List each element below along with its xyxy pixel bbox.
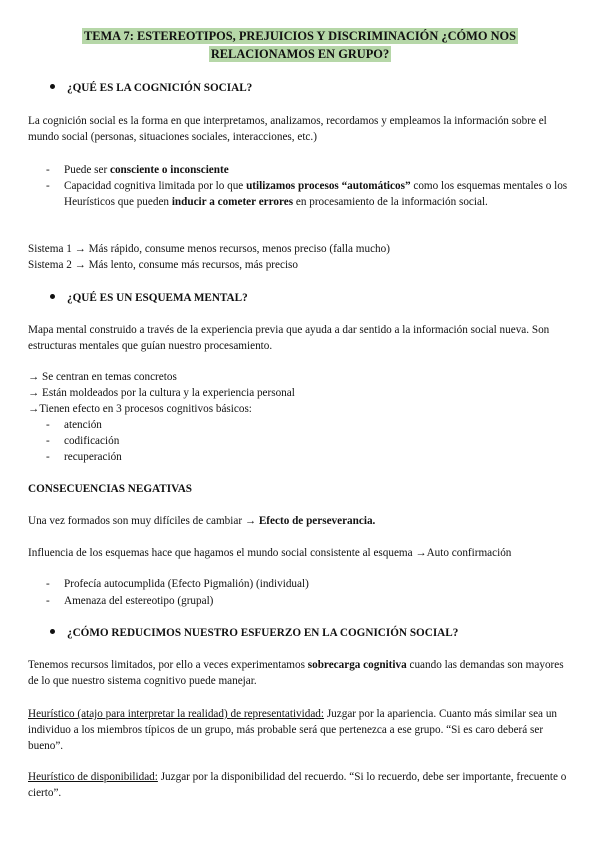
paragraph-esquema-definition: Mapa mental construido a través de la experiencia previa que ayuda a dar sentido a la información social nueva. Son estructuras mentales que guían nuestro procesamiento. <box>28 324 550 352</box>
paragraph-heuristico-representatividad: Heurístico (atajo para interpretar la realidad) de representatividad: Juzgar por la apariencia. Cuanto más similar sea un individuo a los miembros típicos de un grupo, más probable será que pertenezca a ese grupo. “Si es caro deberá ser bueno”. <box>28 708 558 752</box>
paragraph-cognicion-definition: La cognición social es la forma en que interpretamos, analizamos, recordamos y empleamos la información sobre el mundo social (personas, situaciones sociales, interacciones, etc.) <box>28 115 547 143</box>
section-heading-esfuerzo: ¿CÓMO REDUCIMOS NUESTRO ESFUERZO EN LA COGNICIÓN SOCIAL? <box>28 625 573 641</box>
bullet-icon <box>50 84 55 89</box>
sistema-2-line: Sistema 2 → Más lento, consume más recursos, más preciso <box>28 259 299 271</box>
paragraph-heuristico-disponibilidad: Heurístico de disponibilidad: Juzgar por la disponibilidad del recuerdo. “Si lo recuerdo, debe ser importante, frecuente o cierto”. <box>28 771 567 799</box>
list-item: - Puede ser consciente o inconsciente <box>46 164 229 176</box>
list-item: - Capacidad cognitiva limitada por lo que utilizamos procesos “automáticos” como los esquemas mentales o los Heurísticos que pueden inducir a cometer errores en procesamiento de la información social. <box>46 180 568 208</box>
list-item: - Profecía autocumplida (Efecto Pigmalión) (individual) <box>46 578 309 590</box>
section-heading-esquema: ¿QUÉ ES UN ESQUEMA MENTAL? <box>28 290 573 306</box>
section-heading-cognicion: ¿QUÉ ES LA COGNICIÓN SOCIAL? <box>28 80 573 96</box>
paragraph-sobrecarga: Tenemos recursos limitados, por ello a veces experimentamos sobrecarga cognitiva cuando las demandas son mayores de lo que nuestro sistema cognitivo puede manejar. <box>28 659 564 687</box>
arrow-line: →Tienen efecto en 3 procesos cognitivos básicos: <box>28 403 252 415</box>
paragraph-auto-confirmacion: Influencia de los esquemas hace que hagamos el mundo social consistente al esquema →Auto confirmación <box>28 547 512 559</box>
arrow-line: → Están moldeados por la cultura y la experiencia personal <box>28 387 295 399</box>
sistema-1-line: Sistema 1 → Más rápido, consume menos recursos, menos preciso (falla mucho) <box>28 243 390 255</box>
section-heading-consecuencias: CONSECUENCIAS NEGATIVAS <box>28 483 193 495</box>
list-item: - codificación <box>46 435 120 447</box>
bullet-icon <box>50 629 55 634</box>
arrow-line: → Se centran en temas concretos <box>28 371 177 383</box>
list-item: - Amenaza del estereotipo (grupal) <box>46 595 214 607</box>
paragraph-perseverancia: Una vez formados son muy difíciles de cambiar → Efecto de perseverancia. <box>28 515 376 527</box>
bullet-icon <box>50 294 55 299</box>
page-title: TEMA 7: ESTEREOTIPOS, PREJUICIOS Y DISCRIMINACIÓN ¿CÓMO NOS RELACIONAMOS EN GRUPO? <box>83 29 517 61</box>
list-item: - atención <box>46 419 102 431</box>
list-item: - recuperación <box>46 451 122 463</box>
